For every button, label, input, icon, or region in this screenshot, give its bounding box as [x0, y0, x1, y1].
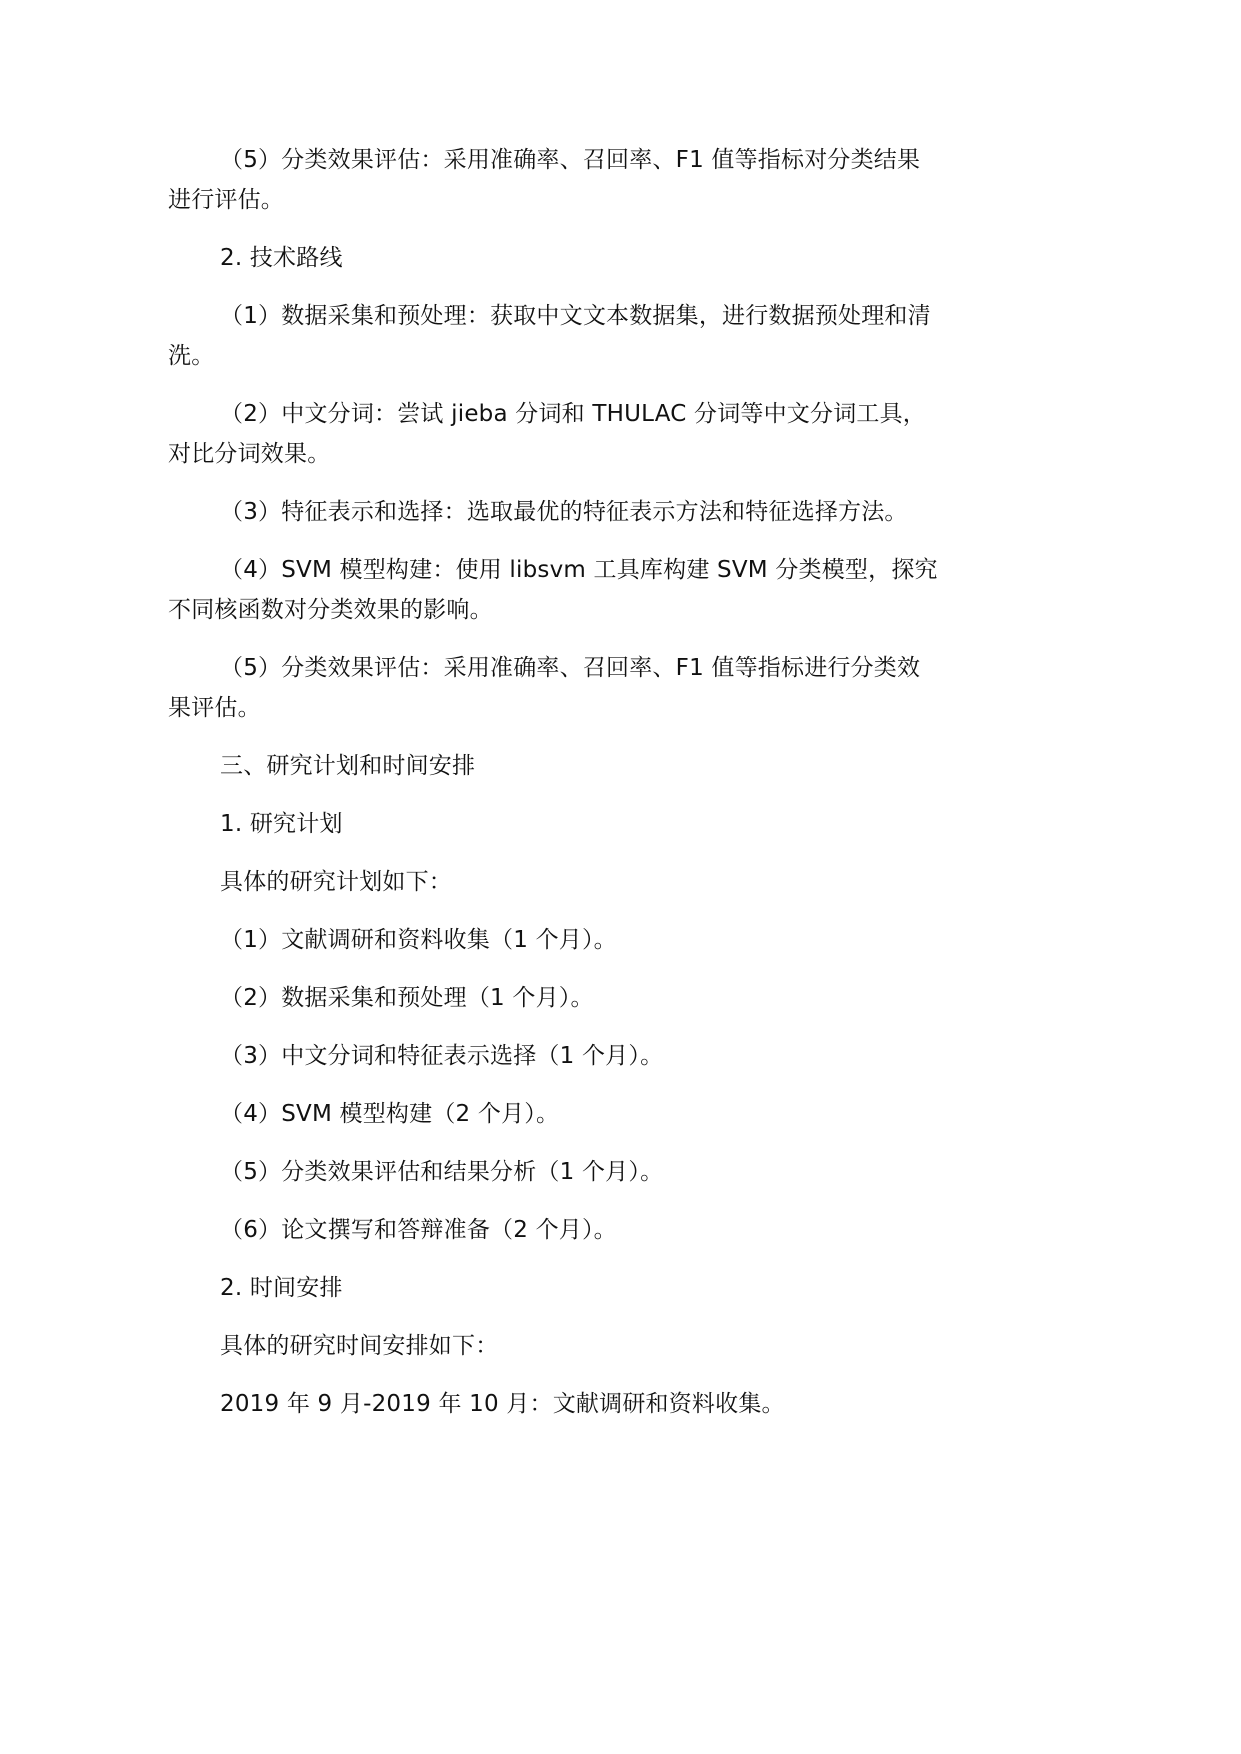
- heading-technical-route: 2. 技术路线: [220, 245, 343, 271]
- heading-schedule: 2. 时间安排: [220, 1275, 343, 1301]
- paragraph-word-segmentation: （2）中文分词：尝试 jieba 分词和 THULAC 分词等中文分词工具，对比分词效果。: [168, 401, 927, 467]
- heading-research-plan: 1. 研究计划: [220, 811, 343, 837]
- paragraph-plan-intro: 具体的研究计划如下：: [220, 869, 452, 895]
- paragraph-data-collection: （1）数据采集和预处理：获取中文文本数据集，进行数据预处理和清洗。: [168, 303, 931, 369]
- paragraph-svm-model: （4）SVM 模型构建：使用 libsvm 工具库构建 SVM 分类模型，探究不同核函数对分类效果的影响。: [168, 557, 938, 623]
- plan-item-5: （5）分类效果评估和结果分析（1 个月）。: [220, 1159, 664, 1185]
- heading-section-three: 三、研究计划和时间安排: [220, 753, 476, 779]
- plan-item-4: （4）SVM 模型构建（2 个月）。: [220, 1101, 560, 1127]
- paragraph-eval-results: （5）分类效果评估：采用准确率、召回率、F1 值等指标进行分类效果评估。: [168, 655, 921, 721]
- paragraph-feature-selection: （3）特征表示和选择：选取最优的特征表示方法和特征选择方法。: [220, 499, 908, 525]
- plan-item-3: （3）中文分词和特征表示选择（1 个月）。: [220, 1043, 664, 1069]
- paragraph-eval-criteria: （5）分类效果评估：采用准确率、召回率、F1 值等指标对分类结果进行评估。: [168, 147, 921, 213]
- plan-item-6: （6）论文撰写和答辩准备（2 个月）。: [220, 1217, 617, 1243]
- schedule-item-1: 2019 年 9 月-2019 年 10 月：文献调研和资料收集。: [220, 1391, 785, 1417]
- document-body: [168, 140, 938, 1442]
- plan-item-1: （1）文献调研和资料收集（1 个月）。: [220, 927, 617, 953]
- plan-item-2: （2）数据采集和预处理（1 个月）。: [220, 985, 594, 1011]
- paragraph-schedule-intro: 具体的研究时间安排如下：: [220, 1333, 499, 1359]
